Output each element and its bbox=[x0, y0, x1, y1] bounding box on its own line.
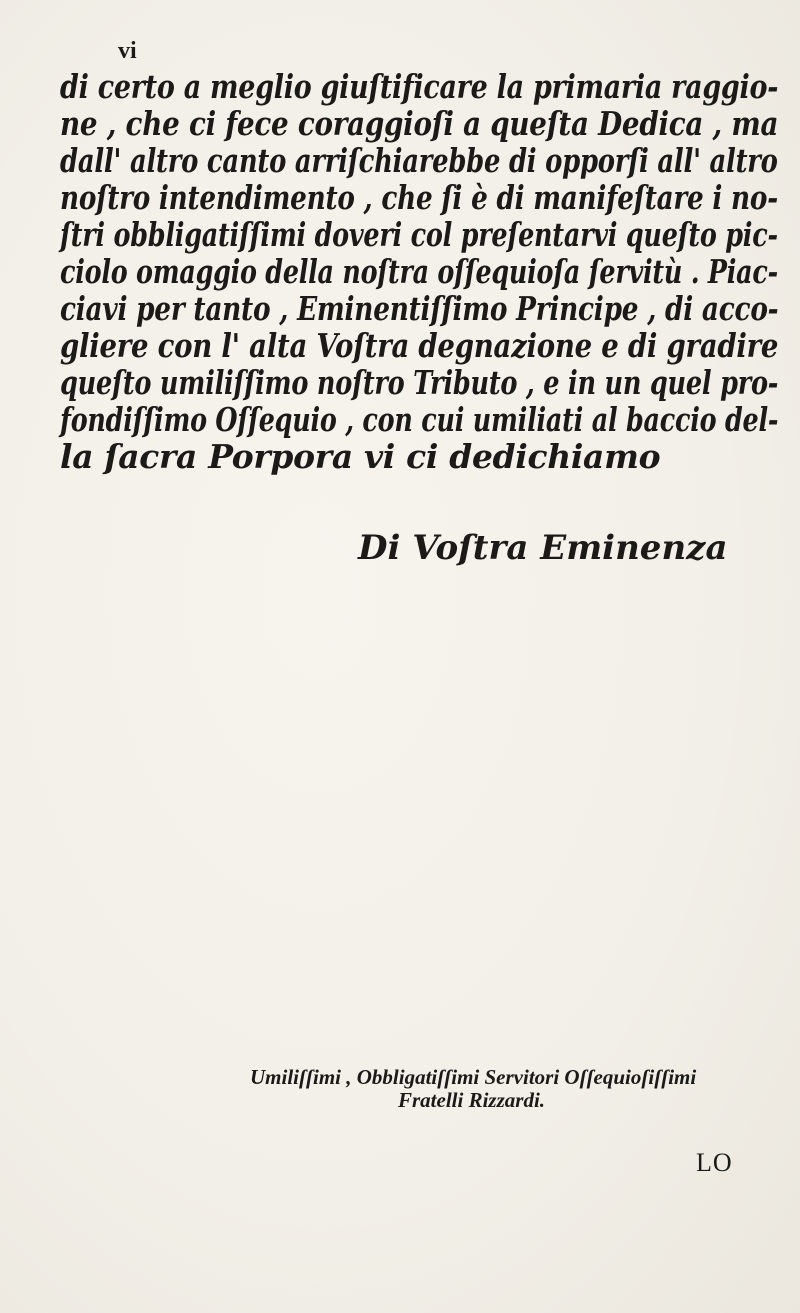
page-number: vi bbox=[118, 38, 137, 64]
salutation: Di Voſtra Eminenza bbox=[358, 528, 728, 568]
text-line: la ſacra Porpora vi ci dedichiamo bbox=[60, 437, 661, 476]
text-line: ne , che ci fece coraggioſi a queſta Dedica , ma bbox=[60, 104, 779, 143]
text-line: di certo a meglio giuſtificare la primaria raggio- bbox=[60, 67, 779, 106]
catchword: LO bbox=[696, 1148, 733, 1177]
text-line: ciolo omaggio della noſtra oſſequioſa ſervitù . Piac- bbox=[60, 252, 778, 291]
text-line: ciavi per tanto , Eminentiſſimo Principe , di acco- bbox=[60, 289, 779, 328]
signature-line: Umiliſſimi , Obbligatiſſimi Servitori Oſſequioſiſſimi bbox=[250, 1065, 697, 1089]
text-line: noſtro intendimento , che ſi è di manifeſtare i no- bbox=[60, 178, 778, 217]
text-line: ſtri obbligatiſſimi doveri col preſentarvi queſto pic- bbox=[60, 215, 778, 254]
text-line: fondiſſimo Oſſequio , con cui umiliati al baccio del- bbox=[60, 400, 779, 439]
body-text bbox=[60, 68, 780, 475]
text-line: dall' altro canto arriſchiarebbe di opporſi all' altro bbox=[60, 141, 778, 180]
signature-name: Fratelli Rizzardi. bbox=[398, 1088, 546, 1112]
signature bbox=[250, 1066, 770, 1112]
text-line: queſto umiliſſimo noſtro Tributo , e in un quel pro- bbox=[60, 363, 779, 402]
text-line: gliere con l' alta Voſtra degnazione e di gradire bbox=[60, 326, 779, 365]
